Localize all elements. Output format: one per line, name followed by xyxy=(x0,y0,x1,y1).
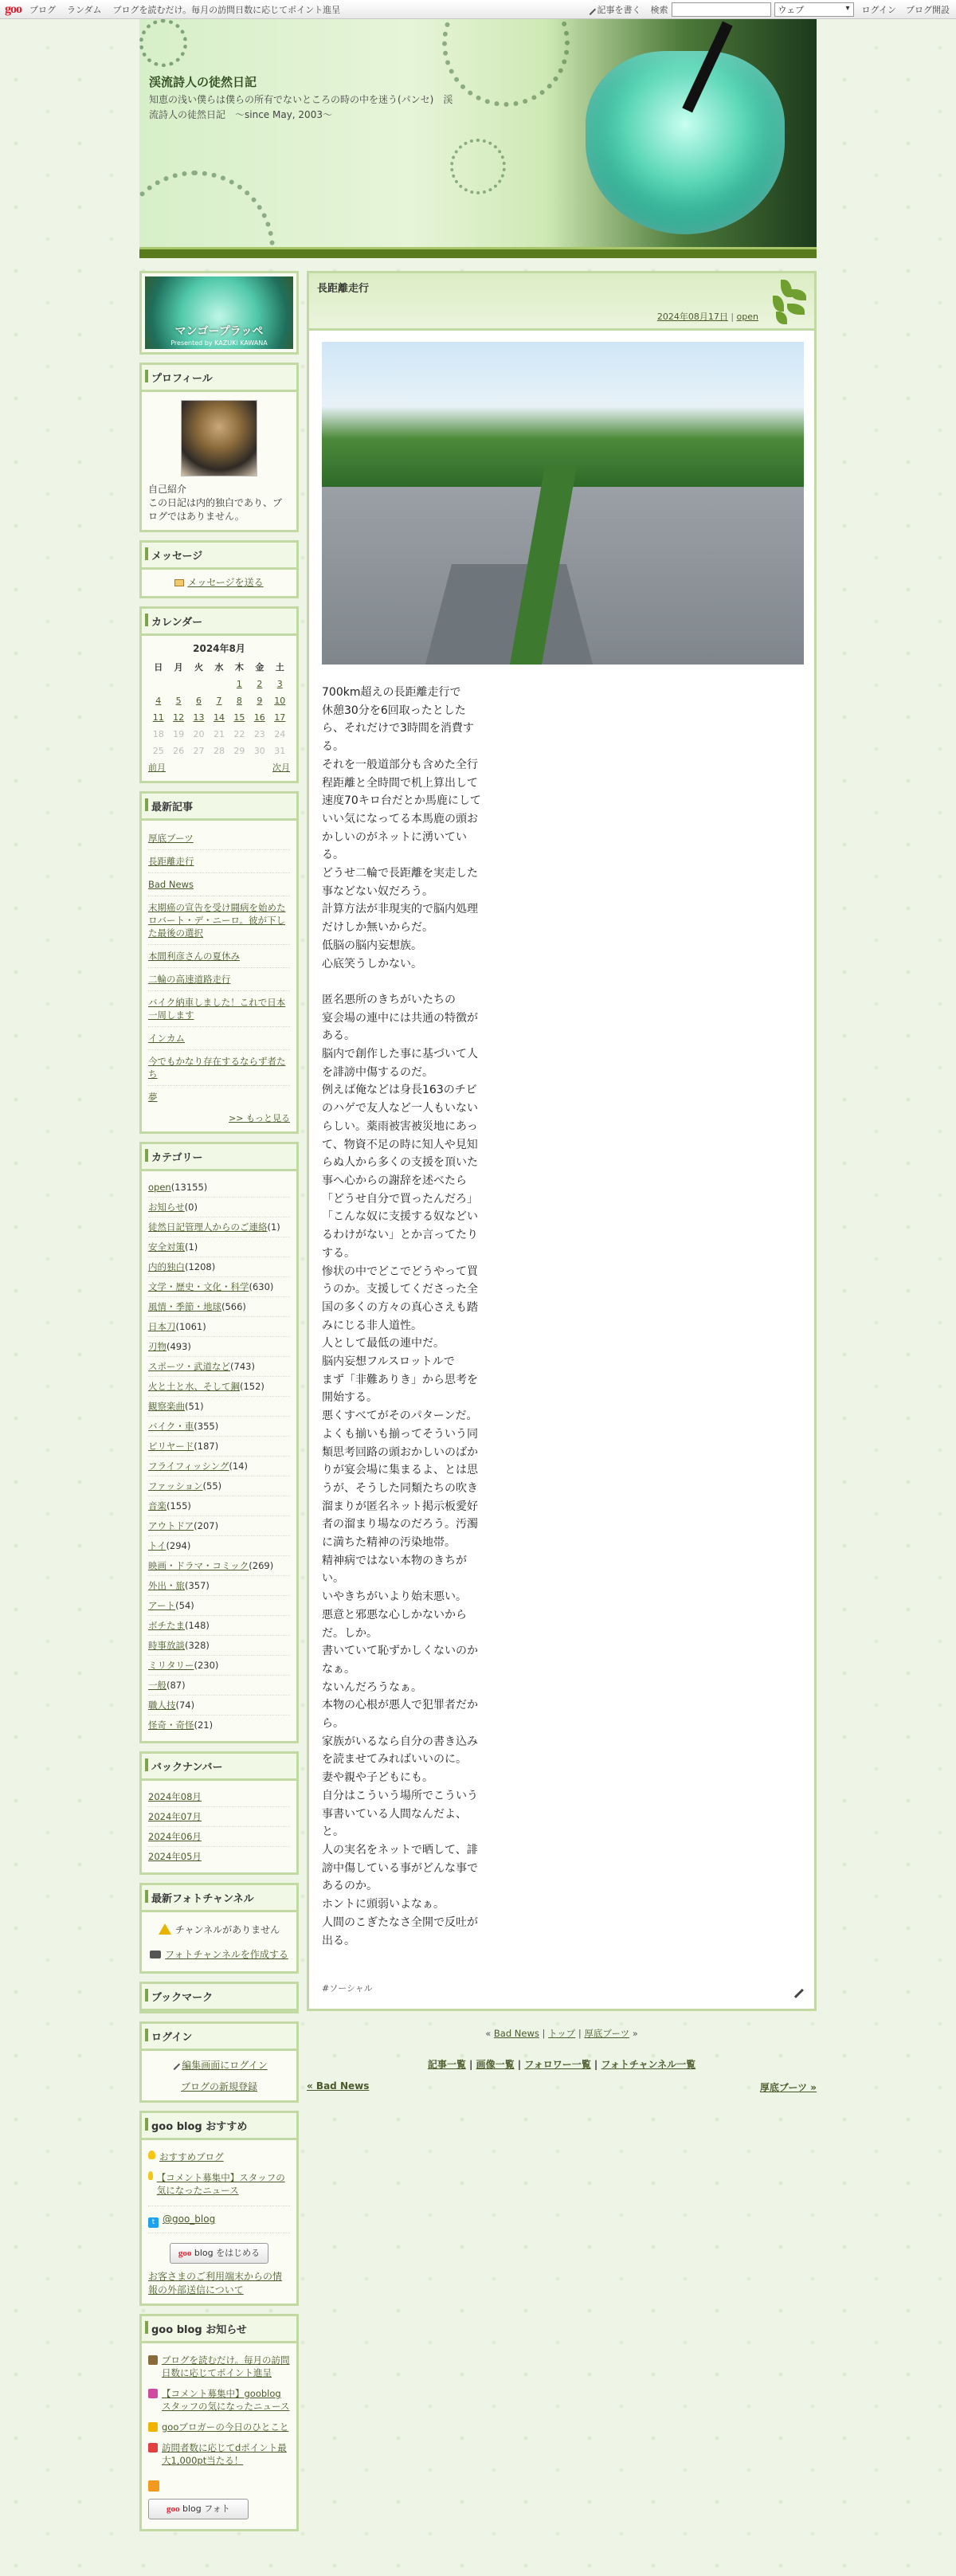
banner-title: マンゴープラッペ xyxy=(174,325,264,338)
create-photo-channel-link[interactable]: フォトチャンネルを作成する xyxy=(165,1949,288,1960)
road-shape xyxy=(425,564,593,665)
calendar-day: 24 xyxy=(274,729,286,739)
list-item xyxy=(148,1377,290,1397)
recent-article-link[interactable]: 長距離走行 xyxy=(148,856,194,867)
weekday: 火 xyxy=(194,662,204,672)
recent-article-link[interactable]: 末期癌の宣告を受け闘病を始めたロバート・デ・ニーロ。彼が下した最後の選択 xyxy=(148,902,286,939)
calendar-day-link[interactable]: 1 xyxy=(236,679,242,689)
message-box xyxy=(139,540,299,598)
list-item xyxy=(148,1397,290,1417)
category-link[interactable]: 観察楽曲 xyxy=(148,1401,185,1412)
bookmark-box xyxy=(139,1982,299,2013)
search-input[interactable] xyxy=(672,2,771,17)
calendar-day-link[interactable]: 11 xyxy=(152,712,164,723)
warning-icon xyxy=(159,1923,171,1935)
calendar-day-link[interactable]: 13 xyxy=(193,712,205,723)
article-list-link[interactable]: 記事一覧 xyxy=(427,2059,466,2071)
header-band xyxy=(139,247,817,258)
category-link[interactable]: 怪奇・奇怪 xyxy=(148,1719,194,1731)
note-icon xyxy=(148,2389,158,2398)
category-link[interactable]: 日本刀 xyxy=(148,1321,176,1332)
login-box xyxy=(139,2021,299,2103)
lace-ornament xyxy=(139,171,275,258)
start-blog-button[interactable]: goo blog をはじめる xyxy=(170,2243,268,2264)
category-count: (54) xyxy=(175,1600,194,1611)
category-count: (152) xyxy=(240,1381,264,1392)
blog-header xyxy=(139,19,817,258)
list-item xyxy=(148,1696,290,1715)
avatar xyxy=(181,400,257,476)
category-link[interactable]: お知らせ xyxy=(148,1202,185,1213)
backnumber-link[interactable]: 2024年07月 xyxy=(148,1811,202,1822)
leaf-ornament-icon xyxy=(765,278,809,326)
calendar-day-link[interactable]: 10 xyxy=(274,696,286,706)
image-list-link[interactable]: 画像一覧 xyxy=(476,2059,515,2071)
header-dessert-image xyxy=(586,51,785,234)
calendar-day: 26 xyxy=(173,746,185,756)
list-item xyxy=(148,1496,290,1516)
lace-ornament xyxy=(450,139,506,194)
blog-title[interactable]: 渓流詩人の徒然日記 xyxy=(149,75,257,89)
blog-post xyxy=(307,271,817,2011)
list-item xyxy=(148,1636,290,1656)
category-link[interactable]: バイク・車 xyxy=(148,1421,194,1432)
list-item xyxy=(148,1457,290,1476)
category-count: (148) xyxy=(185,1620,210,1631)
post-pager: « Bad News | トップ | 厚底ブーツ » xyxy=(485,2028,638,2040)
category-link[interactable]: 職人技 xyxy=(148,1700,176,1711)
post-body xyxy=(309,331,814,1982)
camera-icon xyxy=(150,1951,161,1958)
list-item xyxy=(148,1198,290,1217)
categories-heading: カテゴリー xyxy=(142,1144,296,1171)
category-count: (230) xyxy=(194,1660,219,1671)
goo-news-link[interactable]: gooブロガーの今日のひとこと xyxy=(162,2421,289,2433)
list-item xyxy=(148,945,290,968)
category-link[interactable]: 火と土と水、そして鋼 xyxy=(148,1381,240,1392)
list-item xyxy=(148,896,290,945)
category-count: (1) xyxy=(267,1221,280,1233)
weekday: 月 xyxy=(174,662,183,672)
edit-pencil-icon[interactable] xyxy=(788,1982,804,1998)
list-item xyxy=(148,1178,290,1198)
calendar-day-link[interactable]: 14 xyxy=(213,712,225,723)
goo-news-link[interactable]: 【コメント募集中】gooblogスタッフの気になったニュース xyxy=(162,2388,290,2412)
profile-intro: この日記は内的独白であり、ブログではありません。 xyxy=(148,497,283,522)
rss-icon[interactable] xyxy=(148,2480,159,2492)
recent-article-link[interactable]: バイク納車しました！これで日本一周します xyxy=(148,997,286,1021)
pencil-icon xyxy=(169,2059,180,2070)
goo-news-link[interactable]: 訪問者数に応じてdポイント最大1,000pt当たる！ xyxy=(162,2442,287,2466)
banner-subtitle: Presented by KAZUKI KAWANA xyxy=(170,339,268,347)
calendar-day: 30 xyxy=(253,746,265,756)
recent-article-link[interactable]: 二輪の高速道路走行 xyxy=(148,974,231,985)
lace-ornament xyxy=(442,19,570,107)
backnumber-link[interactable]: 2024年08月 xyxy=(148,1791,202,1802)
category-link[interactable]: 文学・歴史・文化・科学 xyxy=(148,1281,249,1292)
calendar-day: 28 xyxy=(213,746,225,756)
calendar-day: 19 xyxy=(173,729,185,739)
photo-channel-list-link[interactable]: フォトチャンネル一覧 xyxy=(601,2059,696,2071)
write-article-link[interactable]: 記事を書く xyxy=(597,4,641,15)
calendar-day-link[interactable]: 6 xyxy=(196,696,202,706)
category-list xyxy=(148,1178,290,1735)
category-count: (187) xyxy=(194,1441,219,1452)
calendar-day: 29 xyxy=(233,746,245,756)
calendar-day xyxy=(148,676,168,692)
category-count: (21) xyxy=(194,1719,214,1731)
bottom-nav xyxy=(307,2080,817,2094)
category-link[interactable]: 安全対策 xyxy=(148,1241,185,1253)
open-blog-link[interactable]: ブログ開設 xyxy=(906,4,950,15)
recent-article-link[interactable]: インカム xyxy=(148,1033,185,1044)
topbar-link-promo[interactable]: ブログを読むだけ。毎月の訪問日数に応じてポイント進呈 xyxy=(112,4,341,15)
list-item xyxy=(148,1715,290,1735)
more-articles-link[interactable]: >> もっと見る xyxy=(229,1113,290,1123)
twitter-link[interactable]: @goo_blog xyxy=(163,2213,216,2225)
category-link[interactable]: ビリヤード xyxy=(148,1441,194,1452)
weekday: 水 xyxy=(214,662,224,672)
list-item xyxy=(148,1217,290,1237)
list-item xyxy=(148,968,290,991)
calendar-prev-link[interactable]: 前月 xyxy=(148,763,166,773)
gift-icon xyxy=(148,2443,158,2452)
search-scope-select[interactable]: ウェブ ▾ xyxy=(774,2,854,17)
calendar-table xyxy=(148,642,290,759)
twitter-icon: t xyxy=(148,2217,159,2228)
calendar-day-link[interactable]: 16 xyxy=(253,712,265,723)
calendar-day-link[interactable]: 3 xyxy=(276,679,283,689)
list-item xyxy=(148,1676,290,1696)
category-link[interactable]: 外出・旅 xyxy=(148,1580,185,1591)
list-item xyxy=(148,873,290,896)
category-link[interactable]: 一般 xyxy=(148,1680,167,1691)
login-heading: ログイン xyxy=(142,2024,296,2051)
category-link[interactable]: ボチたま xyxy=(148,1620,185,1631)
calendar-day: 22 xyxy=(233,729,245,739)
category-link[interactable]: ミリタリー xyxy=(148,1660,194,1671)
list-item xyxy=(148,1277,290,1297)
photo-channel-box xyxy=(139,1883,299,1974)
category-link[interactable]: 映画・ドラマ・コミック xyxy=(148,1560,249,1571)
category-link[interactable]: スポーツ・武道など xyxy=(148,1361,231,1372)
calendar-day-link[interactable]: 8 xyxy=(236,696,242,706)
sparkle-icon xyxy=(148,2422,158,2432)
list-item xyxy=(148,1576,290,1596)
goo-news-link[interactable]: ブログを読むだけ。毎月の訪問日数に応じてポイント進呈 xyxy=(162,2354,290,2378)
list-item xyxy=(148,1417,290,1437)
category-count: (55) xyxy=(202,1480,222,1492)
list-item xyxy=(148,1027,290,1050)
weekday: 金 xyxy=(255,662,264,672)
social-label: #ソーシャル xyxy=(322,1983,373,1994)
bottom-prev-link[interactable]: « Bad News xyxy=(307,2080,370,2092)
category-count: (87) xyxy=(167,1680,186,1691)
recent-article-link[interactable]: 夢 xyxy=(148,1092,158,1103)
recommend-link[interactable]: 【コメント募集中】スタッフの気になったニュース xyxy=(156,2172,285,2196)
goo-news-box xyxy=(139,2314,299,2531)
calendar-day-link[interactable]: 7 xyxy=(216,696,222,706)
list-item xyxy=(148,1257,290,1277)
backnumber-heading: バックナンバー xyxy=(142,1754,296,1781)
sidebar-banner[interactable] xyxy=(139,271,299,355)
list-links: 記事一覧 | 画像一覧 | フォロワー一覧 | フォトチャンネル一覧 xyxy=(427,2059,696,2071)
pager-prev-link[interactable]: Bad News xyxy=(493,2028,539,2040)
list-item xyxy=(148,1317,290,1337)
calendar-day-link[interactable]: 12 xyxy=(173,712,185,723)
blog-register-link[interactable]: ブログの新規登録 xyxy=(180,2081,257,2092)
bookmark-heading: ブックマーク xyxy=(142,1984,296,2011)
edit-login-link[interactable]: 編集画面にログイン xyxy=(182,2060,268,2071)
recent-article-link[interactable]: 厚底ブーツ xyxy=(148,833,194,844)
topbar-link-random[interactable]: ランダム xyxy=(67,4,102,15)
backnumber-list xyxy=(148,1787,290,1866)
calendar-day: 18 xyxy=(152,729,164,739)
list-item xyxy=(148,991,290,1027)
list-item xyxy=(148,1847,290,1866)
category-count: (51) xyxy=(185,1401,204,1412)
highway-photo xyxy=(322,342,804,665)
goo-news-heading: goo blog お知らせ xyxy=(142,2316,296,2343)
backnumber-link[interactable]: 2024年05月 xyxy=(148,1851,202,1862)
backnumber-link[interactable]: 2024年06月 xyxy=(148,1831,202,1842)
category-link[interactable]: 徒然日記管理人からのご連絡 xyxy=(148,1221,268,1233)
lace-ornament xyxy=(139,19,187,67)
login-link[interactable]: ログイン xyxy=(861,4,896,15)
pager-next-link[interactable]: 厚底ブーツ xyxy=(584,2028,630,2040)
recent-list xyxy=(148,827,290,1108)
calendar-day-link[interactable]: 9 xyxy=(257,696,263,706)
list-item xyxy=(148,1787,290,1807)
post-meta: 2024年08月17日 | open xyxy=(656,312,758,322)
category-count: (1) xyxy=(185,1241,198,1253)
no-channel-text: チャンネルがありません xyxy=(174,1924,280,1935)
category-link[interactable]: フライフィッシング xyxy=(148,1461,229,1472)
topbar-right xyxy=(586,2,956,17)
bulb-icon xyxy=(148,2171,153,2180)
pager-top-link[interactable]: トップ xyxy=(548,2028,576,2040)
category-count: (630) xyxy=(249,1281,274,1292)
category-link[interactable]: トイ xyxy=(148,1540,167,1551)
bulb-icon xyxy=(148,2151,155,2159)
post-category-link[interactable]: open xyxy=(736,312,758,322)
category-link[interactable]: アート xyxy=(148,1600,176,1611)
list-item xyxy=(148,1807,290,1827)
list-item xyxy=(148,1357,290,1377)
category-count: (355) xyxy=(194,1421,219,1432)
calendar-day xyxy=(209,676,229,692)
recent-article-link[interactable]: 今でもかなり存在するならず者たち xyxy=(148,1056,286,1080)
category-link[interactable]: アウトドア xyxy=(148,1520,194,1531)
recommend-heading: goo blog おすすめ xyxy=(142,2113,296,2140)
post-footer xyxy=(309,1982,814,2009)
category-link[interactable]: 音楽 xyxy=(148,1500,167,1511)
profile-box xyxy=(139,363,299,532)
follower-list-link[interactable]: フォロワー一覧 xyxy=(524,2059,591,2071)
category-count: (743) xyxy=(230,1361,255,1372)
recent-articles-box xyxy=(139,791,299,1134)
goo-logo[interactable]: goo xyxy=(5,2,22,16)
category-link[interactable]: 刃物 xyxy=(148,1341,167,1352)
profile-heading: プロフィール xyxy=(142,365,296,392)
banner-image xyxy=(145,276,293,349)
category-count: (14) xyxy=(229,1461,248,1472)
recent-heading: 最新記事 xyxy=(142,794,296,821)
send-message-link[interactable]: メッセージを送る xyxy=(187,577,264,588)
category-link[interactable]: 風情・季節・地球 xyxy=(148,1301,221,1312)
calendar-day-link[interactable]: 17 xyxy=(274,712,286,723)
list-item xyxy=(148,1536,290,1556)
calendar-day xyxy=(189,676,209,692)
calendar-day: 23 xyxy=(253,729,265,739)
calendar-caption: 2024年8月 xyxy=(193,643,245,654)
list-item xyxy=(148,1337,290,1357)
bottom-next-link[interactable]: 厚底ブーツ » xyxy=(759,2082,817,2094)
calendar-box xyxy=(139,606,299,783)
main-content xyxy=(307,271,817,2094)
list-item xyxy=(148,1086,290,1108)
category-count: (1208) xyxy=(185,1261,216,1272)
backnumber-box xyxy=(139,1751,299,1875)
list-item xyxy=(148,1476,290,1496)
pencil-icon xyxy=(584,3,595,14)
category-count: (493) xyxy=(167,1341,191,1352)
list-item xyxy=(148,1596,290,1616)
category-link[interactable]: 時事放談 xyxy=(148,1640,185,1651)
category-count: (74) xyxy=(175,1700,195,1711)
calendar-day: 25 xyxy=(152,746,164,756)
calendar-day xyxy=(168,676,188,692)
calendar-next-link[interactable]: 次月 xyxy=(272,763,290,773)
post-text: 700km超えの長距離走行で 休憩30分を6回取ったとしたら、それだけで3時間を消費する。 それを一般道部分も含めた全行程距離と全時間で机上算出して速度70キロ台だとか馬鹿にしていい気になってる本馬鹿の頭おかしいのがネットに湧いている。 どうせ二輪で長距離を実走した事などない奴だろう。 計算方法が非現実的で脳内処理だけしか無いからだ。 低脳の脳内妄想族。 心底笑うしかない。 匿名悪所のきちがいたちの 宴会場の連中には共通の特徴がある。 脳内で創作した事に基づいて人を誹謗中傷するのだ。 例えば俺などは身長163のチビのハゲで友人など一人もいないらしい。薬雨被害被災地にあって、物資不足の時に知人や見知らぬ人から多くの支援を頂いた事へ心からの謝辞を述べたら「どうせ自分で買ったんだろ」「こんな奴に支援する奴などいるわけがない」とか言ってたりする。 惨状の中でどこでどうやって買うのか。支援してくださった全国の多くの方々の真心さえも踏みにじる非人道性。 人として最低の連中だ。 脳内妄想フルスロットルで まず「非難ありき」から思考を開始する。 悪くすべてがそのパターンだ。 よくも揃いも揃ってそういう同類思考回路の頭おかしいのばかりが宴会場に集まるよ、とは思うが、そうした同類たちの吹き溜まりが匿名ネット掲示板愛好者の溜まり場なのだろう。汚濁に満ちた精神の汚染地帯。 精神病ではない本物のきちがい。 いやきちがいより始末悪い。 悪意と邪悪な心しかないからだ。しか。 書いていて恥ずかしくないのかなぁ。 ないんだろうなぁ。 本物の心根が悪人で犯罪者だから。 家族がいるなら自分の書き込みを読ませてみればいいのに。 妻や親や子どもにも。 自分はこういう場所でこういう事書いている人間なんだよ、と。 人の実名をネットで晒して、誹謗中傷している事がどんな事であるのか。 ホントに頭弱いよなぁ。 人間のこぎたなさ全開で反吐が出る。 xyxy=(322,686,481,1947)
calendar-day-link[interactable]: 2 xyxy=(257,679,263,689)
message-heading: メッセージ xyxy=(142,543,296,570)
calendar-day: 27 xyxy=(193,746,205,756)
category-count: (566) xyxy=(221,1301,246,1312)
calendar-day-link[interactable]: 4 xyxy=(155,696,162,706)
calendar-heading: カレンダー xyxy=(142,609,296,636)
list-item xyxy=(148,827,290,850)
calendar-nav xyxy=(148,761,290,774)
list-item xyxy=(148,1827,290,1847)
post-date-link[interactable]: 2024年08月17日 xyxy=(656,312,728,322)
category-count: (357) xyxy=(185,1580,210,1591)
recommend-link[interactable]: おすすめブログ xyxy=(159,2151,224,2162)
sidebar xyxy=(139,271,299,2531)
list-item xyxy=(148,1656,290,1676)
category-count: (155) xyxy=(167,1500,191,1511)
recent-article-link[interactable]: Bad News xyxy=(148,879,194,890)
list-item xyxy=(148,1516,290,1536)
external-transmission-link[interactable]: お客さまのご利用端末からの情報の外部送信について xyxy=(148,2271,283,2296)
category-link[interactable]: ファッション xyxy=(148,1480,203,1492)
category-count: (13155) xyxy=(170,1182,208,1193)
recent-article-link[interactable]: 本間利彦さんの夏休み xyxy=(148,951,240,962)
calendar-day: 21 xyxy=(213,729,225,739)
goo-logo: goo xyxy=(167,2504,180,2514)
photo-channel-heading: 最新フォトチャンネル xyxy=(142,1885,296,1912)
blog-photo-button[interactable]: goo blog フォト xyxy=(148,2499,249,2519)
list-item xyxy=(148,1616,290,1636)
category-count: (328) xyxy=(185,1640,210,1651)
list-item xyxy=(148,850,290,873)
calendar-day-link[interactable]: 15 xyxy=(233,712,245,723)
list-item xyxy=(148,1556,290,1576)
weekday: 木 xyxy=(234,662,244,672)
list-item xyxy=(148,1297,290,1317)
category-count: (269) xyxy=(249,1560,274,1571)
list-item xyxy=(148,1437,290,1457)
profile-intro-label: 自己紹介 xyxy=(148,484,187,495)
category-count: (1061) xyxy=(175,1321,206,1332)
category-count: (207) xyxy=(194,1520,219,1531)
weekday: 土 xyxy=(275,662,284,672)
calendar-day: 20 xyxy=(193,729,205,739)
calendar-day: 31 xyxy=(274,746,286,756)
search-label: 検索 xyxy=(650,4,668,15)
category-link[interactable]: 内的独白 xyxy=(148,1261,185,1272)
category-count: (294) xyxy=(166,1540,191,1551)
goo-logo: goo xyxy=(178,2249,192,2258)
book-icon xyxy=(148,2355,158,2365)
goo-top-bar xyxy=(0,0,956,19)
envelope-icon xyxy=(174,579,184,586)
blog-description: 知恵の浅い僕らは僕らの所有でないところの時の中を迷う(パンセ) 渓流詩人の徒然日記 ～since May, 2003～ xyxy=(149,94,453,120)
post-header xyxy=(309,273,814,331)
list-item xyxy=(148,1050,290,1086)
post-title[interactable]: 長距離走行 xyxy=(317,283,370,295)
calendar-day-link[interactable]: 5 xyxy=(175,696,182,706)
categories-box xyxy=(139,1142,299,1743)
weekday: 日 xyxy=(154,662,163,672)
recommend-box xyxy=(139,2111,299,2306)
list-item xyxy=(148,1237,290,1257)
category-count: (0) xyxy=(184,1202,198,1213)
topbar-link-blog[interactable]: ブログ xyxy=(29,4,56,15)
category-link[interactable]: open xyxy=(148,1182,171,1193)
